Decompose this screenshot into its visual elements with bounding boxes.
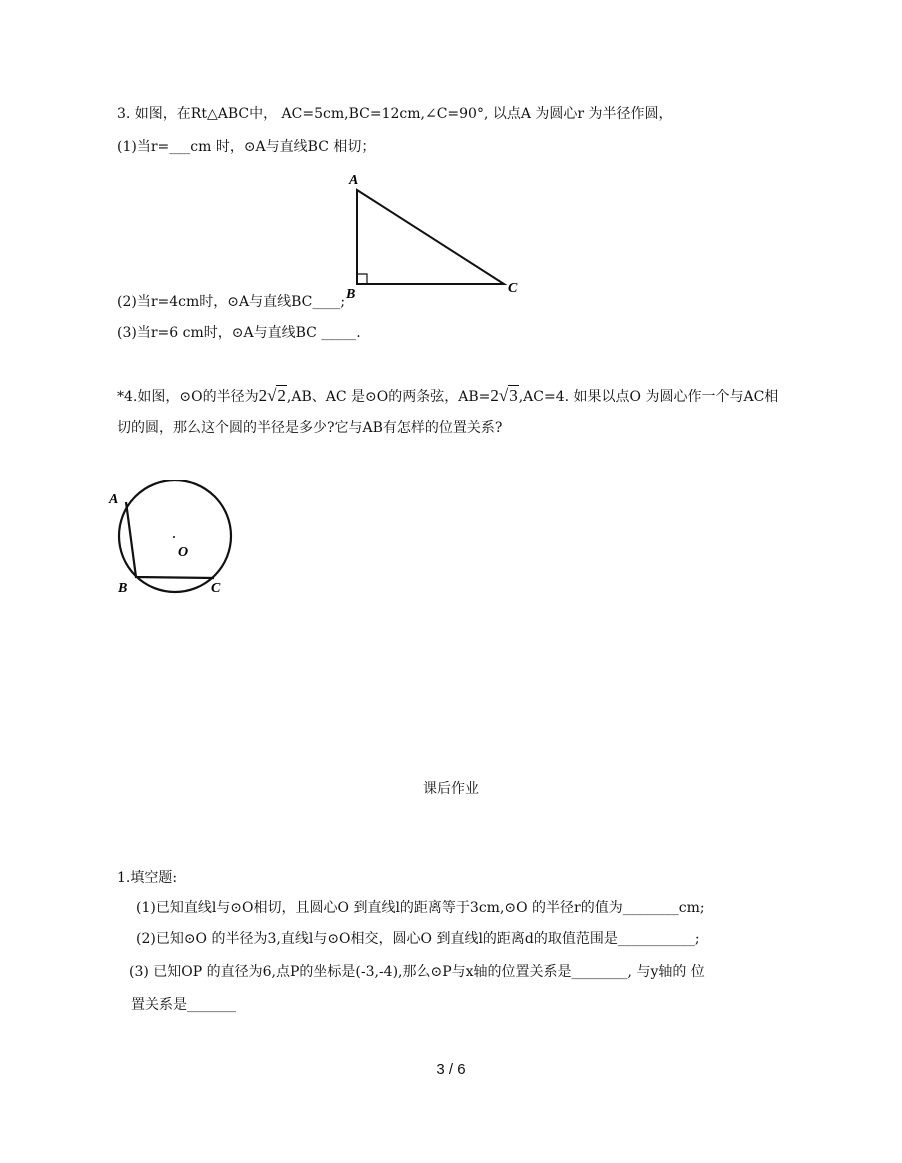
page-number: 3 / 6 (436, 1061, 466, 1078)
q4-text-b: ,AB、AC 是⊙O的两条弦，AB= (286, 389, 491, 405)
q4-ab-sqrt: 2√3 (490, 386, 518, 405)
section-title: 课后作业 (423, 781, 479, 797)
circle-figure (105, 480, 245, 605)
label-o: O (178, 545, 189, 560)
q4-text-c: ,AC=4. 如果以点O 为圆心作一个与AC相 (518, 389, 779, 405)
label-b: B (118, 581, 128, 596)
label-c: C (211, 581, 221, 596)
q4-text-a: *4.如图，⊙O的半径为 (117, 389, 259, 405)
right-triangle-figure (330, 168, 530, 303)
hw-item3-continued: 置关系是_______ (131, 997, 236, 1013)
q4-line2: 切的圆，那么这个圆的半径是多少?它与AB有怎样的位置关系? (117, 420, 503, 436)
label-a: A (349, 173, 359, 188)
label-b: B (346, 287, 356, 302)
q3-part1: (1)当r=___cm 时，⊙A与直线BC 相切； (117, 139, 376, 155)
hw-item2: (2)已知⊙O 的半径为3,直线l与⊙O相交，圆心O 到直线l的距离d的取值范围是___________; (136, 931, 700, 947)
q3-part2: (2)当r=4cm时，⊙A与直线BC____; (117, 294, 346, 310)
triangle-abc (357, 190, 504, 284)
q4-radius-sqrt: 2√2 (258, 386, 286, 405)
hw-heading: 1.填空题: (117, 870, 178, 886)
label-a: A (109, 492, 119, 507)
hw-item3: (3) 已知OP 的直径为6,点P的坐标是(-3,-4),那么⊙P与x轴的位置关系是________, 与y轴的 位 (129, 964, 705, 980)
q3-part3: (3)当r=6 cm时，⊙A与直线BC _____. (117, 325, 361, 341)
right-angle-mark (357, 274, 367, 284)
q3-stem: 3. 如图，在Rt△ABC中， AC=5cm,BC=12cm,∠C=90°, 以点A 为圆心r 为半径作圆， (117, 106, 673, 122)
hw-item1: (1)已知直线l与⊙O相切，且圆心O 到直线l的距离等于3cm,⊙O 的半径r的值为________cm; (136, 900, 705, 916)
chords-ab-bc (126, 502, 214, 578)
q4-line1 (117, 386, 778, 407)
center-dot (173, 536, 175, 538)
label-c: C (508, 281, 518, 296)
